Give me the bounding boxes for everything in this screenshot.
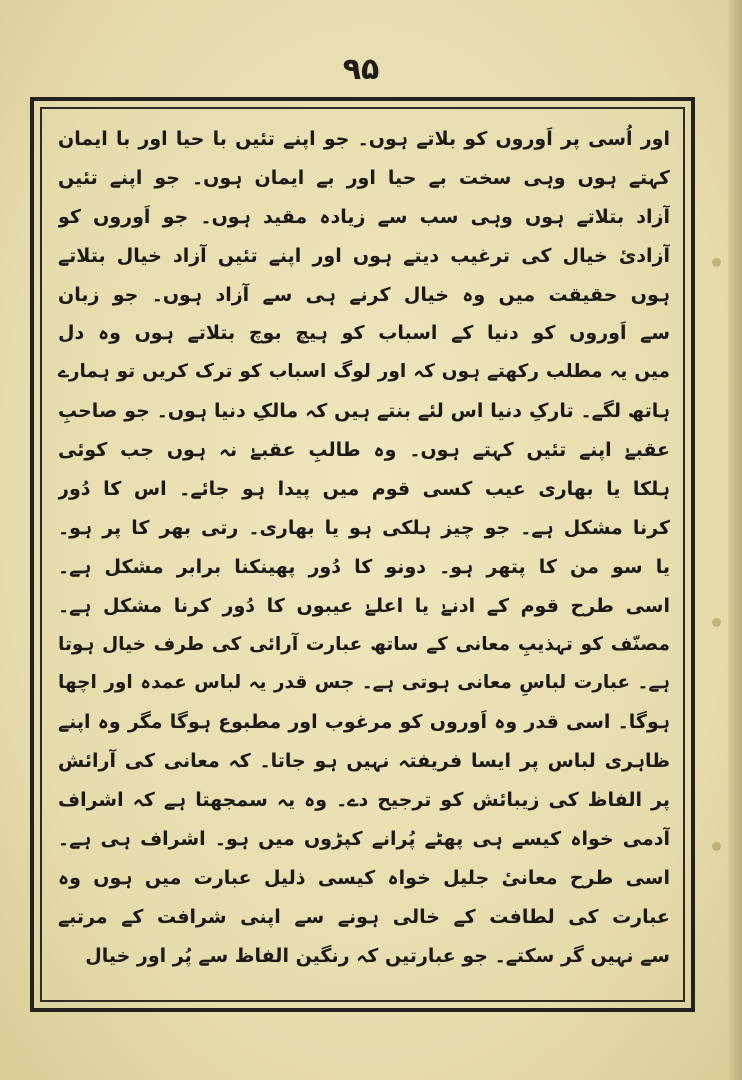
text-line: اور اُسی پر اَوروں کو بلاتے ہوں۔ جو اپنے تئیں با حیا اور با ایمان <box>58 128 670 150</box>
text-line: ہوں حقیقت میں وہ خیال کرنے ہی سے آزاد ہوں۔ جو زبان <box>58 283 670 306</box>
body-text <box>58 120 670 992</box>
text-line: اسی طرح معانیٔ جلیل خواہ کیسی ذلیل عبارت میں ہوں وہ <box>58 866 670 889</box>
text-line: آزادیٔ خیال کی ترغیب دیتے ہوں اور اپنے تئیں آزاد خیال بتلاتے <box>58 244 670 267</box>
text-line: ظاہری لباس پر ایسا فریفتہ نہیں ہو جاتا۔ کہ معانی کی آرائش <box>58 750 670 773</box>
text-line: کہتے ہوں وہی سخت بے حیا اور بے ایمان ہوں۔ جو اپنے تئیں <box>58 166 670 189</box>
text-line: ہوگا۔ اسی قدر وہ اَوروں کو مرغوب اور مطبوع ہوگا مگر وہ اپنے <box>58 711 670 734</box>
text-line: عبارت کی لطافت کے خالی ہونے سے اپنی شرافت کے مرتبے <box>58 905 670 928</box>
text-line: ہاتھ لگے۔ تارکِ دنیا اس لئے بنتے ہیں کہ مالکِ دنیا ہوں۔ جو صاحبِ <box>58 400 670 423</box>
binding-hole <box>712 618 721 627</box>
text-line: اسی طرح قوم کے ادنےٰ یا اعلےٰ عیبوں کا دُور کرنا مشکل ہے۔ <box>58 594 670 617</box>
binding-hole <box>712 842 721 851</box>
text-line: سے اَوروں کو دنیا کے اسباب کو ہیچ بوچ بتلاتے ہوں وہ دل <box>58 322 670 345</box>
text-line: ہلکا یا بھاری عیب کسی قوم میں پیدا ہو جائے۔ اس کا دُور <box>58 478 670 501</box>
book-spine-edge <box>728 0 742 1080</box>
text-line: میں یہ مطلب رکھتے ہوں کہ اور لوگ اسباب کو ترک کریں تو ہمارے <box>58 361 670 383</box>
text-line: پر الفاظ کی زیبائش کو ترجیح دے۔ وہ یہ سمجھتا ہے کہ اشراف <box>58 789 670 812</box>
text-line: ہے۔ عبارت لباسِ معانی ہوتی ہے۔ جس قدر یہ لباس عمدہ اور اچھا <box>58 672 670 694</box>
binding-hole <box>712 258 721 267</box>
text-line: کرنا مشکل ہے۔ جو چیز ہلکی ہو یا بھاری۔ رتی بھر کا پر ہو۔ <box>58 516 670 539</box>
text-line: آزاد بتلاتے ہوں وہی سب سے زیادہ مقید ہوں۔ جو اَوروں کو <box>58 205 670 228</box>
page-number: ۹۵ <box>342 52 380 87</box>
text-line: عقبےٰ اپنے تئیں کہتے ہوں۔ وہ طالبِ عقبےٰ نہ ہوں جب کوئی <box>58 439 670 462</box>
text-line: یا سو من کا پتھر ہو۔ دونو کا دُور پھینکنا برابر مشکل ہے۔ <box>58 555 670 578</box>
text-line: آدمی خواہ کیسے ہی پھٹے پُرانے کپڑوں میں ہو۔ اشراف ہی ہے۔ <box>58 828 670 851</box>
text-line: مصنّف کو تہذیبِ معانی کے ساتھ عبارت آرائی کی طرف خیال ہوتا <box>58 633 670 655</box>
text-line: سے نہیں گر سکتے۔ جو عبارتیں کہ رنگین الفاظ سے پُر اور خیال <box>85 944 670 967</box>
